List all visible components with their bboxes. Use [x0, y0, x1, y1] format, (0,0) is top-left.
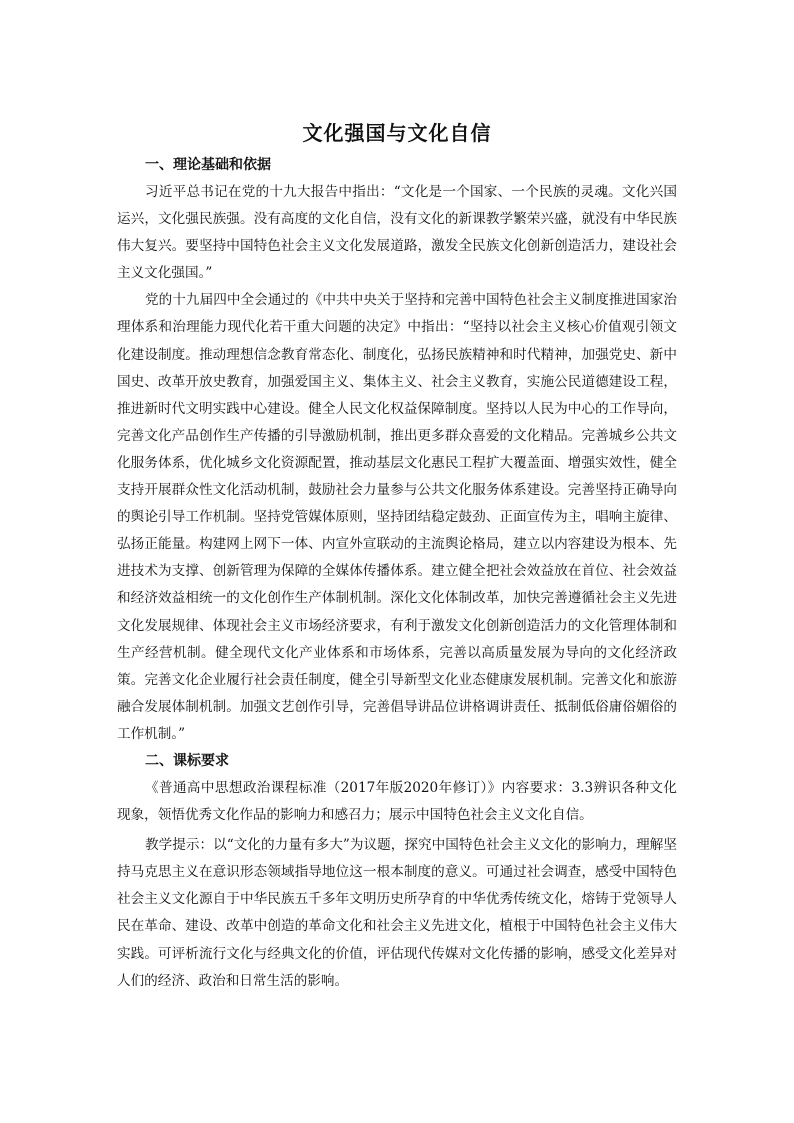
document-title: 文化强国与文化自信	[302, 121, 492, 145]
section-curriculum-requirements	[117, 748, 677, 995]
paragraph: 教学提示：以“文化的力量有多大”为议题，探究中国特色社会主义文化的影响力，理解坚持马克思主义在意识形态领域指导地位这一根本制度的意义。可通过社会调查，感受中国特色社会主义文化源自于中华民族五千多年文明历史所孕育的中华优秀传统文化，熔铸于党领导人民在革命、建设、改革中创造的革命文化和社会主义先进文化，植根于中国特色社会主义伟大实践。可评析流行文化与经典文化的价值，评估现代传媒对文化传播的影响，感受文化差异对人们的经济、政治和日常生活的影响。	[117, 837, 677, 989]
paragraph: 党的十九届四中全会通过的《中共中央关于坚持和完善中国特色社会主义制度推进国家治理体系和治理能力现代化若干重大问题的决定》中指出：“坚持以社会主义核心价值观引领文化建设制度。推动理想信念教育常态化、制度化，弘扬民族精神和时代精神，加强党史、新中国史、改革开放史教育，加强爱国主义、集体主义、社会主义教育，实施公民道德建设工程，推进新时代文明实践中心建设。健全人民文化权益保障制度。坚持以人民为中心的工作导向，完善文化产品创作生产传播的引导激励机制，推出更多群众喜爱的文化精品。完善城乡公共文化服务体系，优化城乡文化资源配置，推动基层文化惠民工程扩大覆盖面、增强实效性，健全支持开展群众性文化活动机制，鼓励社会力量参与公共文化服务体系建设。完善坚持正确导向的舆论引导工作机制。坚持党管媒体原则，坚持团结稳定鼓劲、正面宣传为主，唱响主旋律、弘扬正能量。构建网上网下一体、内宣外宣联动的主流舆论格局，建立以内容建设为根本、先进技术为支撑、创新管理为保障的全媒体传播体系。建立健全把社会效益放在首位、社会效益和经济效益相统一的文化创作生产体制机制。深化文化体制改革，加快完善遵循社会主义先进文化发展规律、体现社会主义市场经济要求，有利于激发文化创新创造活力的文化管理体制和生产经营机制。健全现代文化产业体系和市场体系，完善以高质量发展为导向的文化经济政策。完善文化企业履行社会责任制度，健全引导新型文化业态健康发展机制。完善文化和旅游融合发展体制机制。加强文艺创作引导，完善倡导讲品位讲格调讲责任、抵制低俗庸俗媚俗的工作机制。”	[117, 292, 677, 742]
document-page	[117, 118, 677, 995]
section-theory-basis	[117, 152, 677, 748]
paragraph: 《普通高中思想政治课程标准（2017年版2020年修订）》内容要求：3.3辨识各种文化现象，领悟优秀文化作品的影响力和感召力；展示中国特色社会主义文化自信。	[117, 779, 677, 824]
paragraph: 习近平总书记在党的十九大报告中指出：“文化是一个国家、一个民族的灵魂。文化兴国运兴，文化强民族强。没有高度的文化自信，没有文化的新课教学繁荣兴盛，就没有中华民族伟大复兴。要坚持中国特色社会主义文化发展道路，激发全民族文化创新创造活力，建设社会主义文化强国。”	[117, 184, 677, 282]
section-heading: 一、理论基础和依据	[145, 157, 271, 173]
section-heading: 二、课标要求	[145, 752, 229, 769]
